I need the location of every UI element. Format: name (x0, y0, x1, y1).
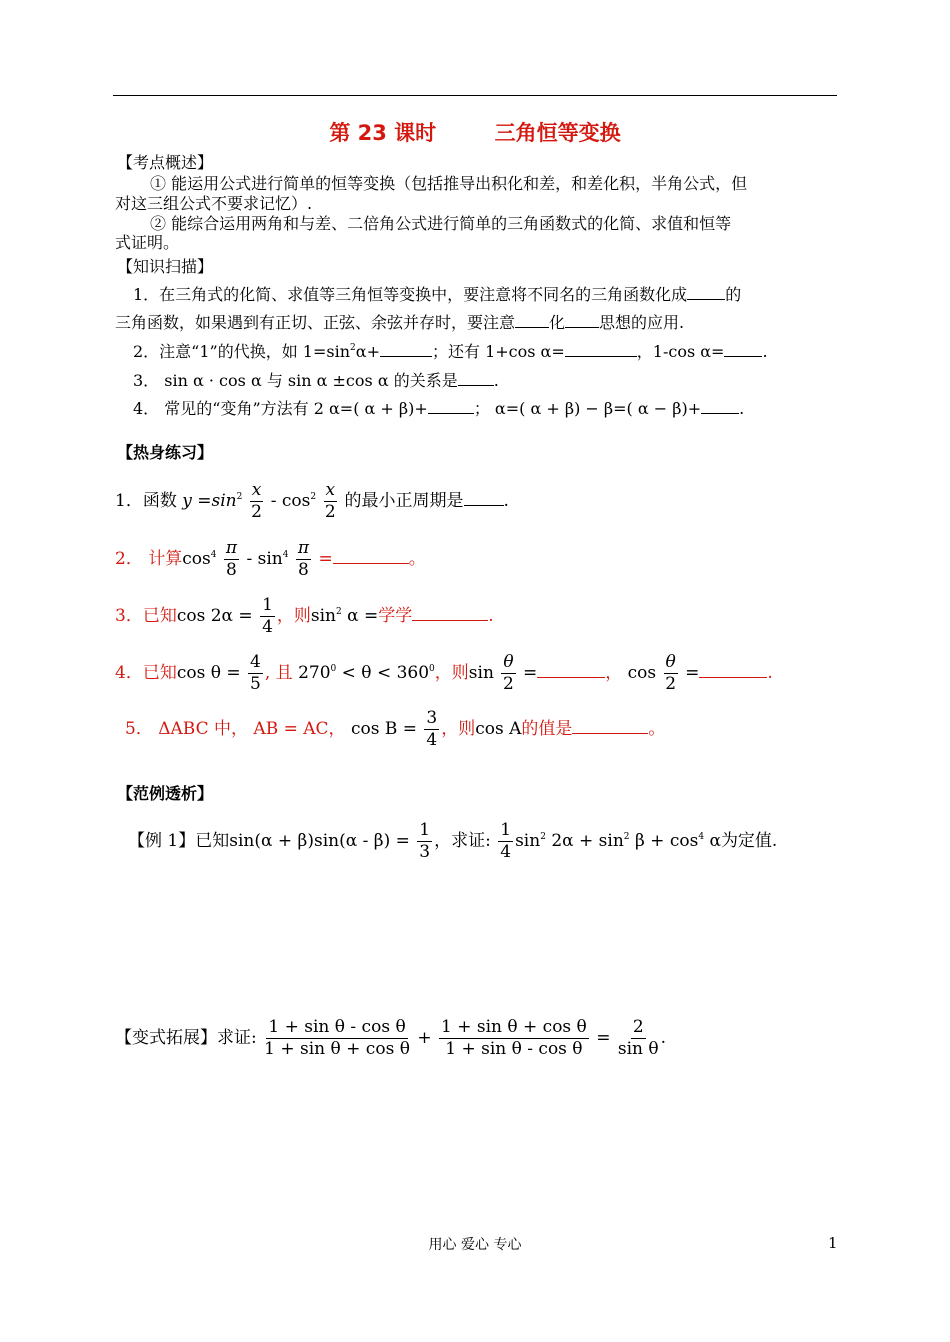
scan-item-1-hua: 化 (549, 313, 566, 332)
answer-blank[interactable] (701, 399, 739, 414)
extension (115, 1019, 666, 1058)
scan-item-4-mid: ； α=( α + β) − β=( α − β)+ (473, 399, 702, 418)
overview-item-2b: 式证明。 (115, 233, 180, 252)
example-1-term2: β + cos (634, 831, 699, 851)
q4-cos: cos θ = (176, 663, 241, 683)
answer-blank[interactable] (412, 606, 488, 621)
fraction (260, 597, 275, 636)
q3-sin: sin (310, 606, 337, 626)
q5-cos-b: cos B = (350, 719, 417, 739)
fraction (498, 822, 513, 861)
q3-then: ，则 (276, 606, 311, 626)
numerator: π (297, 538, 310, 558)
page-number: 1 (828, 1234, 838, 1252)
superscript: 2 (350, 343, 356, 353)
superscript: 2 (336, 607, 342, 617)
numerator: 1 + sin θ - cos θ (268, 1017, 406, 1037)
denominator: 2 (251, 502, 262, 522)
scan-item-1-text: 1．在三角式的化简、求值等三角恒等变换中，要注意将不同名的三角函数化成 (133, 285, 688, 304)
numerator: θ (503, 652, 514, 672)
fraction (264, 1019, 410, 1058)
numerator: x (325, 480, 336, 500)
answer-blank[interactable] (687, 285, 725, 300)
example-1-given: sin(α + β)sin(α - β) = (229, 831, 410, 851)
q3-alpha: α = (347, 606, 379, 626)
q3-cos: cos 2α = (176, 606, 253, 626)
answer-blank[interactable] (458, 371, 494, 386)
q5-end: 。 (648, 719, 666, 739)
q2-cos: cos (182, 549, 211, 569)
denominator: 4 (426, 730, 438, 750)
numerator: 1 + sin θ + cos θ (441, 1017, 587, 1037)
scan-item-1-cont (115, 311, 684, 335)
denominator: 4 (500, 842, 512, 862)
answer-blank[interactable] (565, 313, 599, 328)
example-1-sin: sin (515, 831, 541, 851)
scan-heading: 【知识扫描】 (117, 257, 214, 276)
fraction (224, 540, 239, 579)
denominator: 1 + sin θ - cos θ (445, 1039, 583, 1059)
scan-item-2 (133, 340, 768, 364)
superscript: 0 (429, 664, 435, 674)
period: . (660, 1028, 667, 1048)
example-1-label: 【例 1】已知 (128, 831, 230, 851)
numerator: π (225, 538, 238, 558)
page-footer: 用心 爱心 专心 (428, 1237, 522, 1253)
fraction (324, 482, 338, 521)
q2-sin: - sin (246, 549, 283, 569)
numerator: 3 (426, 708, 438, 728)
superscript: 2 (236, 492, 243, 502)
fraction (248, 654, 263, 693)
numerator-2: 2 (632, 1017, 644, 1037)
q5-abc: ΔABC 中， (158, 719, 249, 739)
q4-range: < θ < 360 (341, 663, 430, 683)
example-1-prove: ，求证: (434, 831, 491, 851)
warmup-q5 (125, 710, 665, 749)
answer-blank[interactable] (565, 342, 637, 357)
numerator: x (251, 480, 262, 500)
scan-item-3-text: 3． sin α · cos α 与 sin α ±cos α 的关系是 (133, 371, 458, 390)
denominator: 5 (250, 674, 261, 694)
scan-item-2-text: 2．注意“1”的代换，如 1=sin (133, 342, 351, 361)
q3-xx: 学学 (378, 606, 413, 626)
fraction (664, 654, 678, 693)
warmup-heading: 【热身练习】 (117, 443, 214, 462)
q1-tail: 的最小正周期是 (344, 491, 464, 511)
fraction (501, 654, 515, 693)
scan-item-4 (133, 397, 744, 421)
superscript: 2 (540, 832, 546, 842)
q1-label: 1．函数 (115, 491, 177, 511)
answer-blank[interactable] (515, 313, 549, 328)
q4-sin: sin (468, 663, 494, 683)
overview-heading: 【考点概述】 (117, 153, 214, 172)
header-rule (113, 95, 837, 96)
fraction (618, 1019, 659, 1058)
scan-item-2-minus: ，1-cos α= (636, 342, 725, 361)
answer-blank[interactable] (699, 663, 767, 678)
q1-expr-cos: - cos (270, 491, 311, 511)
example-heading: 【范例透析】 (117, 784, 214, 803)
q4-270: 270 (298, 663, 331, 683)
q5-then: ，则 (441, 719, 476, 739)
numerator: 1 (262, 595, 273, 615)
scan-item-3-end: . (493, 371, 499, 390)
numerator: 1 (500, 820, 512, 840)
scan-item-1-end: 思想的应用. (599, 313, 685, 332)
denominator: sin θ (617, 1039, 659, 1059)
denominator: 2 (324, 502, 336, 522)
denominator: 3 (419, 842, 431, 862)
q2-eq: = (318, 549, 333, 569)
q5-label: 5． (125, 719, 153, 739)
example-1-tail: 为定值. (720, 831, 778, 851)
q1-expr-y: y =sin (182, 491, 237, 511)
answer-blank[interactable] (724, 342, 762, 357)
q2-end: 。 (408, 549, 426, 569)
q4-then: ，则 (434, 663, 469, 683)
example-1-alpha: α (709, 831, 721, 851)
superscript: 4 (282, 550, 289, 560)
q1-end: . (503, 491, 509, 511)
overview-item-1a: ① 能运用公式进行简单的恒等变换（包括推导出积化和差，和差化积，半角公式，但 (150, 174, 748, 193)
denominator: 8 (226, 560, 237, 580)
q2-text: 计算 (148, 549, 183, 569)
denominator: 8 (298, 560, 309, 580)
extension-label: 【变式拓展】求证: (115, 1028, 257, 1048)
denominator: 2 (503, 674, 514, 694)
superscript: 0 (330, 664, 337, 674)
q3-label: 3．已知 (115, 606, 177, 626)
fraction (439, 1019, 589, 1058)
page-title: 第 23 课时 三角恒等变换 (329, 121, 621, 145)
overview-item-2a: ② 能综合运用两角和与差、二倍角公式进行简单的三角函数式的化简、求值和恒等 (150, 214, 732, 233)
denominator: 2 (665, 674, 677, 694)
superscript: 4 (698, 832, 705, 842)
q4-label: 4．已知 (115, 663, 177, 683)
fraction (296, 540, 311, 579)
superscript: 2 (310, 492, 317, 502)
q5-ab-ac: AB = AC， (253, 719, 346, 739)
q4-comma: ， (605, 663, 623, 683)
q5-cos-a: cos A (475, 719, 522, 739)
q5-value: 的值是 (521, 719, 573, 739)
warmup-q3: 3．已知cos 2α = $\frac{1}{4}$ ，则$\sin^2 \alpha$ =学学 . (115, 595, 494, 637)
denominator: 4 (262, 617, 273, 637)
scan-item-1 (133, 283, 741, 307)
scan-item-2-end: . (762, 342, 768, 361)
fraction (424, 710, 439, 749)
denominator: 1 + sin θ + cos θ (264, 1039, 410, 1059)
answer-blank[interactable] (380, 342, 432, 357)
answer-blank[interactable] (572, 719, 648, 734)
example-1-term: 2α + sin (551, 831, 624, 851)
fraction (417, 822, 432, 861)
warmup-q1 (115, 482, 509, 521)
numerator: 1 (419, 820, 431, 840)
warmup-q4: 4．已知cos θ = $\frac{4}{5}$ , 且 $270^0 < \theta < 360^0$，则sin $\frac{\theta}{2}$ = ， cos $\frac{\theta}{2}$ = . (115, 652, 773, 694)
answer-blank[interactable] (333, 549, 409, 564)
plus: + (417, 1028, 432, 1048)
answer-blank[interactable] (464, 491, 504, 506)
numerator: 4 (250, 652, 261, 672)
scan-item-2-plus: α+ (355, 342, 380, 361)
scan-item-4-text: 4． 常见的“变角”方法有 2 α=( α + β)+ (133, 399, 428, 418)
numerator: θ (665, 652, 676, 672)
scan-item-3 (133, 369, 499, 393)
superscript: 4 (210, 550, 217, 560)
q4-and: , 且 (264, 663, 293, 683)
example-1 (128, 822, 777, 861)
overview-item-1b: 对这三组公式不要求记忆）. (115, 194, 313, 213)
scan-item-1-tail: 的 (725, 285, 742, 304)
answer-blank[interactable] (428, 399, 474, 414)
q2-label: 2． (115, 549, 143, 569)
scan-item-4-end: . (739, 399, 745, 418)
equals: = (596, 1028, 611, 1048)
superscript: 2 (623, 832, 630, 842)
scan-item-1-cont-text: 三角函数，如果遇到有正切、正弦、余弦并存时，要注意 (115, 313, 516, 332)
fraction (250, 482, 264, 521)
answer-blank[interactable] (537, 663, 605, 678)
warmup-q2 (115, 540, 426, 579)
scan-item-2-also: ；还有 1+cos α= (431, 342, 565, 361)
